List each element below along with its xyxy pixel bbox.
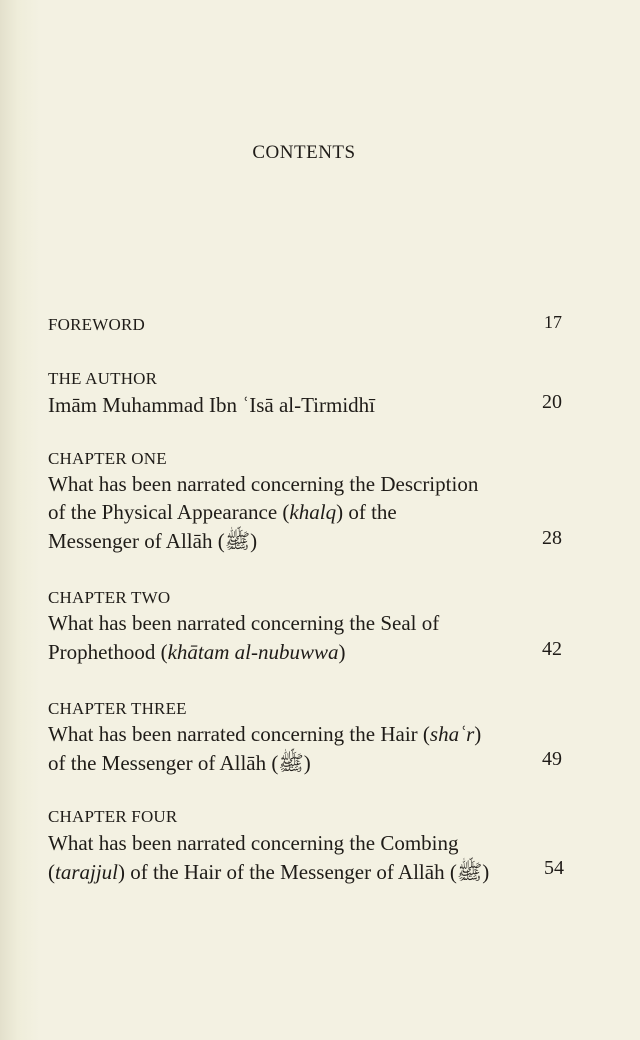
entry-heading: CHAPTER TWO — [48, 588, 171, 607]
toc-entry-author — [48, 368, 568, 418]
entry-heading: FOREWORD — [48, 315, 145, 334]
entry-line: What has been narrated concerning the Combing — [48, 831, 459, 855]
italic-term: khātam al-nubuwwa — [167, 640, 339, 664]
entry-line: Imām Muhammad Ibn ʿIsā al-Tirmidhī — [48, 393, 376, 417]
entry-line: Messenger of Allāh (ﷺ) — [48, 529, 258, 553]
entry-line: What has been narrated concerning the Seal of — [48, 611, 440, 635]
toc-entry-chapter-two — [48, 587, 568, 665]
entry-heading: CHAPTER FOUR — [48, 807, 178, 826]
italic-term: tarajjul — [55, 860, 119, 884]
page-number: 20 — [542, 391, 562, 413]
page-number: 49 — [542, 748, 562, 770]
toc-entry-chapter-four — [48, 806, 568, 885]
entry-line: What has been narrated concerning the Description — [48, 472, 479, 496]
page-title: CONTENTS — [252, 142, 356, 163]
toc-entry-chapter-one — [48, 448, 568, 554]
entry-heading: CHAPTER THREE — [48, 699, 187, 718]
entry-line: of the Messenger of Allāh (ﷺ) — [48, 751, 311, 775]
entry-line: What has been narrated concerning the Hair (shaʿr) — [48, 722, 482, 746]
page-number: 54 — [544, 857, 564, 879]
page-number: 28 — [542, 527, 562, 549]
entry-heading: THE AUTHOR — [48, 369, 158, 388]
page-number: 42 — [542, 638, 562, 660]
toc-entry-chapter-three — [48, 698, 568, 776]
page-number: 17 — [544, 312, 562, 332]
italic-term: shaʿr — [429, 722, 475, 746]
entry-line: of the Physical Appearance (khalq) of the — [48, 500, 397, 524]
toc-entry-foreword — [48, 314, 568, 336]
entry-line: Prophethood (khātam al-nubuwwa) — [48, 640, 346, 664]
italic-term: khalq — [289, 500, 337, 524]
entry-heading: CHAPTER ONE — [48, 449, 167, 468]
entry-line: (tarajjul) of the Hair of the Messenger of Allāh (ﷺ) — [48, 860, 490, 884]
